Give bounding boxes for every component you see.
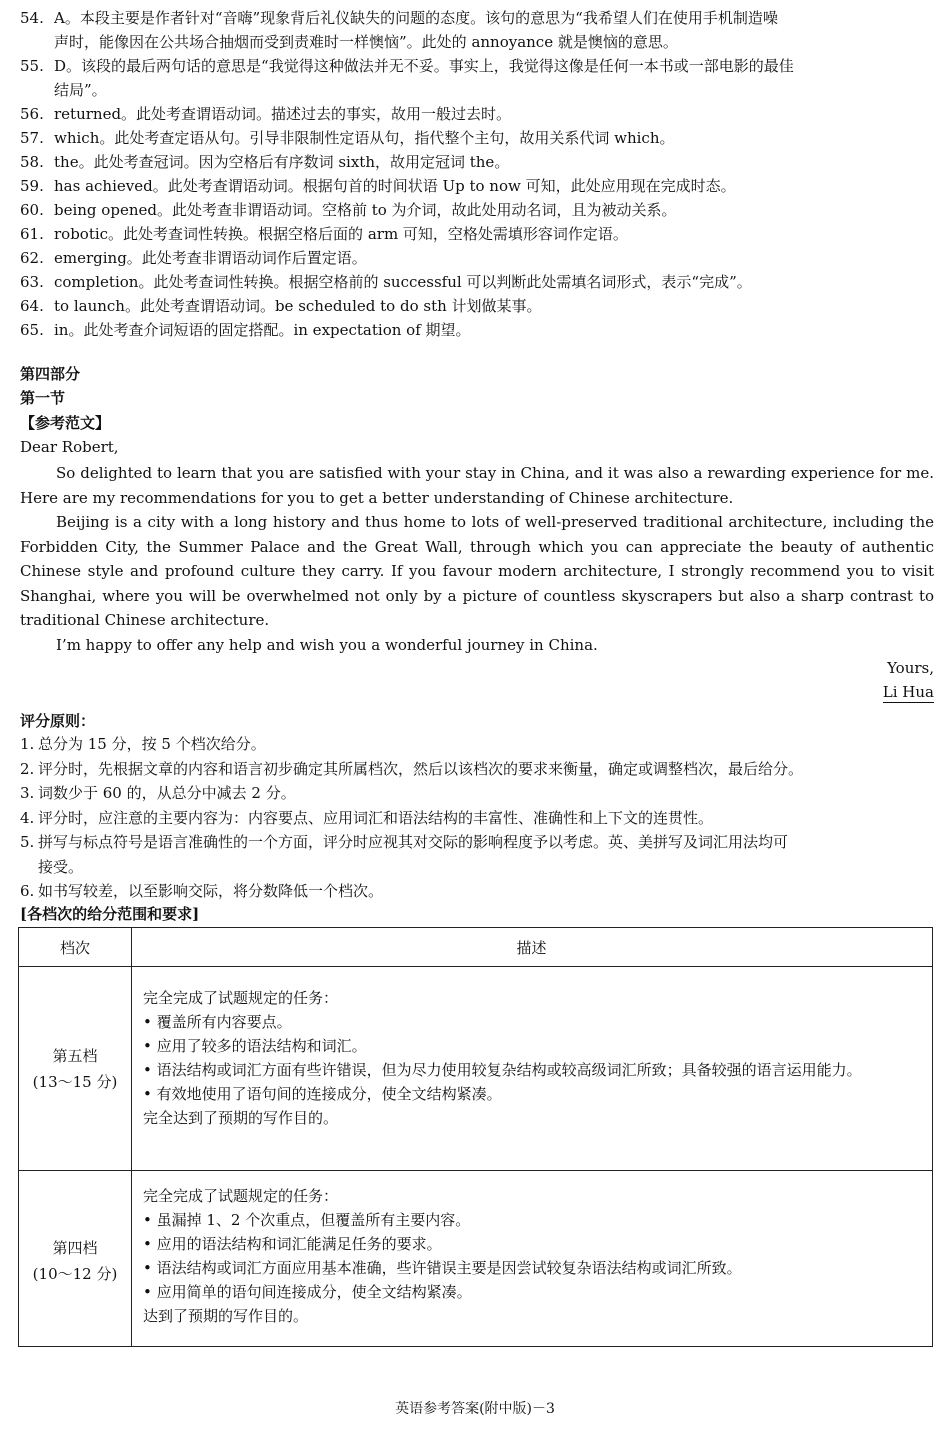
sample-essay — [20, 461, 934, 657]
answer-item: 60. being opened。此处考查非谓语动词。空格前 to 为介词，故此处用动名词，且为被动关系。 — [20, 201, 677, 219]
description-line: • 应用简单的语句间连接成分，使全文结构紧凑。 — [143, 1283, 472, 1301]
scoring-rules — [20, 732, 934, 904]
salutation: Dear Robert, — [20, 438, 119, 456]
page-footer: 英语参考答案(附中版)－3 — [395, 1401, 555, 1417]
description-line: 完全完成了试题规定的任务： — [143, 1187, 339, 1205]
level-cell — [19, 1043, 131, 1095]
rule-item: 6. 如书写较差，以至影响交际，将分数降低一个档次。 — [20, 882, 384, 900]
rule-item: 4. 评分时，应注意的主要内容为：内容要点、应用词汇和语法结构的丰富性、准确性和上下文的连贯性。 — [20, 808, 714, 827]
part-heading: 第四部分 — [20, 365, 81, 383]
description-line: 完全完成了试题规定的任务： — [143, 989, 339, 1007]
level-name: 第四档 — [52, 1239, 98, 1257]
answer-item: 57. which。此处考查定语从句。引导非限制性定语从句，指代整个主句，故用关系代词 which。 — [20, 129, 675, 147]
table-divider — [131, 928, 132, 1346]
rule-item: 2. 评分时，先根据文章的内容和语言初步确定其所属档次，然后以该档次的要求来衡量，确定或调整档次，最后给分。 — [20, 759, 804, 778]
answer-item: 54. A。本段主要是作者针对“音嗨”现象背后礼仪缺失的问题的态度。该句的意思为“我希望人们在使用手机制造噪 — [20, 9, 778, 27]
answer-continuation: 结局”。 — [54, 81, 107, 99]
description-line: • 覆盖所有内容要点。 — [143, 1013, 292, 1031]
closing: Yours, — [887, 659, 934, 677]
level-range: (10～12 分) — [32, 1265, 118, 1283]
essay-paragraph: I’m happy to offer any help and wish you a wonderful journey in China. — [56, 635, 598, 654]
description-line: • 应用了较多的语法结构和词汇。 — [143, 1037, 367, 1055]
answer-item: 61. robotic。此处考查词性转换。根据空格后面的 arm 可知，空格处需填形容词作定语。 — [20, 225, 628, 243]
column-header-level: 档次 — [59, 939, 90, 957]
table-divider — [19, 1170, 932, 1171]
answer-item: 59. has achieved。此处考查谓语动词。根据句首的时间状语 Up to now 可知，此处应用现在完成时态。 — [20, 177, 736, 195]
answer-continuation: 声时，能像因在公共场合抽烟而受到责难时一样懊恼”。此处的 annoyance 就是懊恼的意思。 — [54, 33, 678, 51]
section-heading: 第一节 — [20, 389, 66, 407]
answer-item: 58. the。此处考查冠词。因为空格后有序数词 sixth，故用定冠词 the。 — [20, 153, 510, 171]
answer-item: 63. completion。此处考查词性转换。根据空格前的 successful 可以判断此处需填名词形式，表示“完成”。 — [20, 273, 752, 291]
essay-paragraph: So delighted to learn that you are satisfied with your stay in China, and it was also a rewarding experience for me. Here are my recommendations for you to get a better understanding of Chinese architecture. — [20, 464, 934, 507]
column-header-desc: 描述 — [516, 939, 547, 957]
rules-heading: 评分原则： — [20, 712, 96, 730]
description-line: • 语法结构或词汇方面有些许错误，但为尽力使用较复杂结构或较高级词汇所致；具备较强的语言运用能力。 — [143, 1061, 862, 1079]
description-line: • 应用的语法结构和词汇能满足任务的要求。 — [143, 1235, 442, 1253]
description-line: • 语法结构或词汇方面应用基本准确，些许错误主要是因尝试较复杂语法结构或词汇所致。 — [143, 1259, 742, 1277]
table-divider — [19, 966, 932, 967]
answer-item: 56. returned。此处考查谓语动词。描述过去的事实，故用一般过去时。 — [20, 105, 512, 123]
rule-item: 1. 总分为 15 分，按 5 个档次给分。 — [20, 735, 266, 753]
answer-item: 62. emerging。此处考查非谓语动词作后置定语。 — [20, 249, 367, 267]
description-line: 达到了预期的写作目的。 — [143, 1307, 309, 1325]
answer-item: 55. D。该段的最后两句话的意思是“我觉得这种做法并无不妥。事实上，我觉得这像是任何一本书或一部电影的最佳 — [20, 57, 794, 75]
essay-paragraph: Beijing is a city with a long history and thus home to lots of well-preserved traditional architecture, including the Forbidden City, the Summer Palace and the Great Wall, through which you can appreciate the beauty of authentic Chinese style and profound culture they carry. If you favour modern architecture, I strongly recommend you to visit Shanghai, where you will be overwhelmed not only by a picture of countless skyscrapers but also a sharp contrast to traditional Chinese architecture. — [20, 513, 934, 629]
sample-heading: 【参考范文】 — [20, 414, 111, 432]
table-caption: [各档次的给分范围和要求] — [20, 905, 200, 923]
description-line: • 有效地使用了语句间的连接成分，使全文结构紧凑。 — [143, 1085, 502, 1103]
level-name: 第五档 — [52, 1047, 98, 1065]
description-line: • 虽漏掉 1、2 个次重点，但覆盖所有主要内容。 — [143, 1211, 471, 1229]
signature: Li Hua — [882, 683, 934, 701]
answer-list — [20, 6, 932, 342]
answer-item: 64. to launch。此处考查谓语动词。be scheduled to do sth 计划做某事。 — [20, 297, 542, 315]
description-cell — [143, 986, 923, 1130]
level-range: (13～15 分) — [32, 1073, 118, 1091]
grading-table — [18, 927, 933, 1347]
level-cell — [19, 1235, 131, 1287]
rule-item: 5. 拼写与标点符号是语言准确性的一个方面，评分时应视其对交际的影响程度予以考虑。英、美拼写及词汇用法均可 — [20, 833, 789, 851]
rule-item: 3. 词数少于 60 的，从总分中减去 2 分。 — [20, 784, 296, 802]
rule-continuation: 接受。 — [38, 857, 84, 876]
description-cell — [143, 1184, 923, 1328]
answer-item: 65. in。此处考查介词短语的固定搭配。in expectation of 期望。 — [20, 321, 471, 339]
description-line: 完全达到了预期的写作目的。 — [143, 1109, 339, 1127]
